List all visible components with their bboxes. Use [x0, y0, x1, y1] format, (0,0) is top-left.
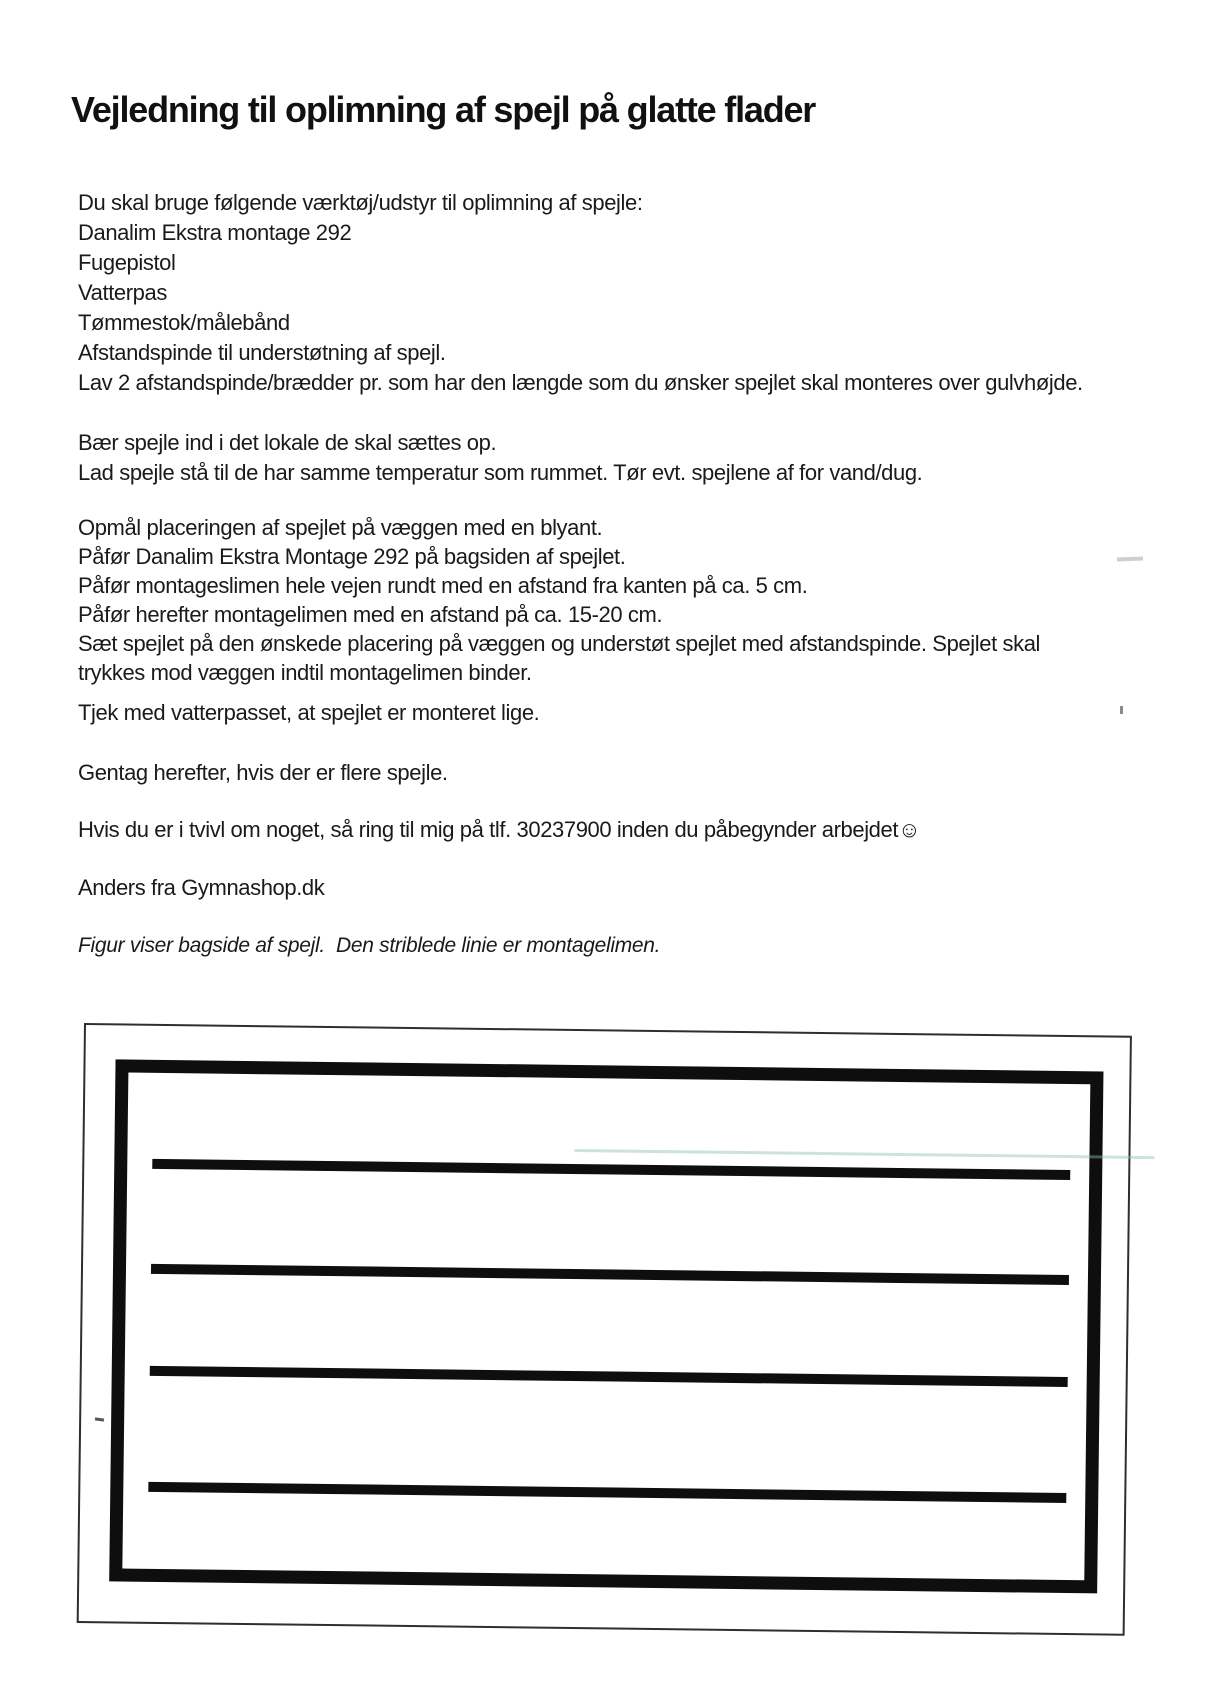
scan-artifact-dash [1117, 557, 1143, 562]
paragraph-contact: Hvis du er i tvivl om noget, så ring til mig på tlf. 30237900 inden du påbegynder arbejdet☺ [78, 817, 921, 842]
mirror-figure [77, 1023, 1132, 1636]
text-line: Opmål placeringen af spejlet på væggen med en blyant. [78, 515, 603, 540]
paragraph-repeat: Gentag herefter, hvis der er flere spejle. [78, 760, 448, 785]
text-line: Påfør montageslimen hele vejen rundt med en afstand fra kanten på ca. 5 cm. [78, 573, 808, 598]
figure-caption: Figur viser bagside af spejl. Den striblede linie er montagelimen. [78, 934, 661, 957]
document-title: Vejledning til oplimning af spejl på glatte flader [71, 89, 816, 130]
text-line: Lad spejle stå til de har samme temperatur som rummet. Tør evt. spejlene af for vand/dug. [78, 460, 923, 485]
text-line: Bær spejle ind i det lokale de skal sættes op. [78, 430, 497, 455]
paragraph-check-level: Tjek med vatterpasset, at spejlet er monteret lige. [78, 700, 540, 725]
text-line: Du skal bruge følgende værktøj/udstyr til oplimning af spejle: [78, 190, 643, 215]
text-line: Påfør herefter montagelimen med en afstand på ca. 15-20 cm. [78, 602, 663, 627]
text-line: Afstandspinde til understøtning af spejl. [78, 340, 446, 365]
text-line: Tømmestok/målebånd [78, 310, 290, 335]
text-line: Fugepistol [78, 250, 176, 275]
paragraph-tools-list [78, 188, 1083, 398]
signature-line: Anders fra Gymnashop.dk [78, 875, 325, 900]
text-line: Lav 2 afstandspinde/brædder pr. som har den længde som du ønsker spejlet skal monteres over gulvhøjde. [78, 370, 1083, 395]
text-line: trykkes mod væggen indtil montagelimen binder. [78, 660, 532, 685]
paragraph-carry-in [78, 428, 922, 488]
mirror-back-outline [109, 1059, 1103, 1593]
scan-artifact-dot [1120, 706, 1123, 714]
text-line: Danalim Ekstra montage 292 [78, 220, 352, 245]
text-line: Påfør Danalim Ekstra Montage 292 på bagsiden af spejlet. [78, 544, 626, 569]
text-line: Sæt spejlet på den ønskede placering på væggen og understøt spejlet med afstandspinde. Spejlet skal [78, 631, 1041, 656]
paragraph-mounting-steps [78, 513, 1040, 687]
text-line: Vatterpas [78, 280, 167, 305]
